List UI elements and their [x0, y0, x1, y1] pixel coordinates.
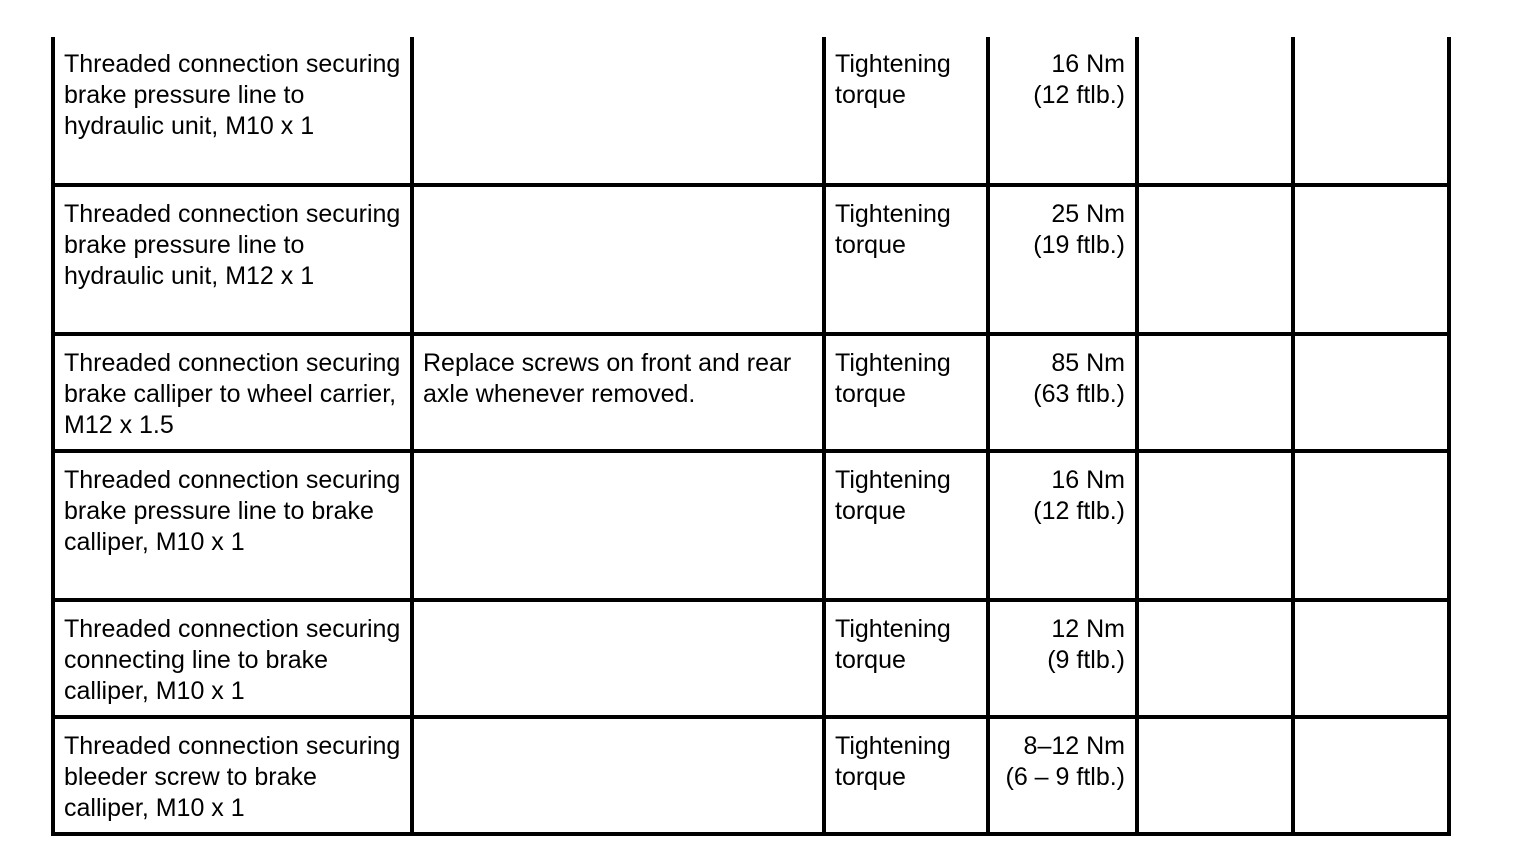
value-nm: 16 Nm	[1051, 50, 1125, 78]
type-cell: Tightening torque	[824, 334, 988, 451]
value-imperial: (12 ftlb.)	[1033, 497, 1125, 525]
table-row	[53, 185, 1449, 334]
value-imperial: (9 ftlb.)	[1047, 646, 1125, 674]
value-imperial: (19 ftlb.)	[1033, 231, 1125, 259]
note-cell	[412, 185, 824, 334]
table-row	[53, 451, 1449, 600]
component-cell: Threaded connection securing brake calliper to wheel carrier, M12 x 1.5	[53, 334, 412, 451]
table-row	[53, 717, 1449, 834]
value-nm: 12 Nm	[1051, 615, 1125, 643]
value-cell	[988, 717, 1137, 834]
value-imperial: (63 ftlb.)	[1033, 380, 1125, 408]
empty-cell	[1137, 600, 1293, 717]
table-row	[53, 334, 1449, 451]
empty-cell	[1293, 185, 1449, 334]
empty-cell	[1137, 334, 1293, 451]
value-cell	[988, 334, 1137, 451]
note-cell	[412, 37, 824, 185]
value-nm: 16 Nm	[1051, 466, 1125, 494]
torque-spec-table	[51, 37, 1451, 836]
value-cell	[988, 600, 1137, 717]
empty-cell	[1293, 451, 1449, 600]
value-nm: 8–12 Nm	[1023, 732, 1125, 760]
value-cell	[988, 451, 1137, 600]
note-cell: Replace screws on front and rear axle whenever removed.	[412, 334, 824, 451]
empty-cell	[1137, 451, 1293, 600]
empty-cell	[1137, 185, 1293, 334]
type-cell: Tightening torque	[824, 451, 988, 600]
value-imperial: (12 ftlb.)	[1033, 81, 1125, 109]
empty-cell	[1293, 717, 1449, 834]
value-imperial: (6 – 9 ftlb.)	[1005, 763, 1125, 791]
value-cell	[988, 37, 1137, 185]
empty-cell	[1293, 37, 1449, 185]
value-nm: 25 Nm	[1051, 200, 1125, 228]
table-row	[53, 600, 1449, 717]
note-cell	[412, 600, 824, 717]
type-cell: Tightening torque	[824, 185, 988, 334]
component-cell: Threaded connection securing connecting line to brake calliper, M10 x 1	[53, 600, 412, 717]
type-cell: Tightening torque	[824, 37, 988, 185]
component-cell: Threaded connection securing brake pressure line to hydraulic unit, M12 x 1	[53, 185, 412, 334]
empty-cell	[1137, 717, 1293, 834]
component-cell: Threaded connection securing bleeder screw to brake calliper, M10 x 1	[53, 717, 412, 834]
empty-cell	[1293, 334, 1449, 451]
value-cell	[988, 185, 1137, 334]
note-cell	[412, 717, 824, 834]
value-nm: 85 Nm	[1051, 349, 1125, 377]
type-cell: Tightening torque	[824, 600, 988, 717]
component-cell: Threaded connection securing brake pressure line to brake calliper, M10 x 1	[53, 451, 412, 600]
empty-cell	[1293, 600, 1449, 717]
component-cell: Threaded connection securing brake pressure line to hydraulic unit, M10 x 1	[53, 37, 412, 185]
empty-cell	[1137, 37, 1293, 185]
table-row	[53, 37, 1449, 185]
note-cell	[412, 451, 824, 600]
type-cell: Tightening torque	[824, 717, 988, 834]
